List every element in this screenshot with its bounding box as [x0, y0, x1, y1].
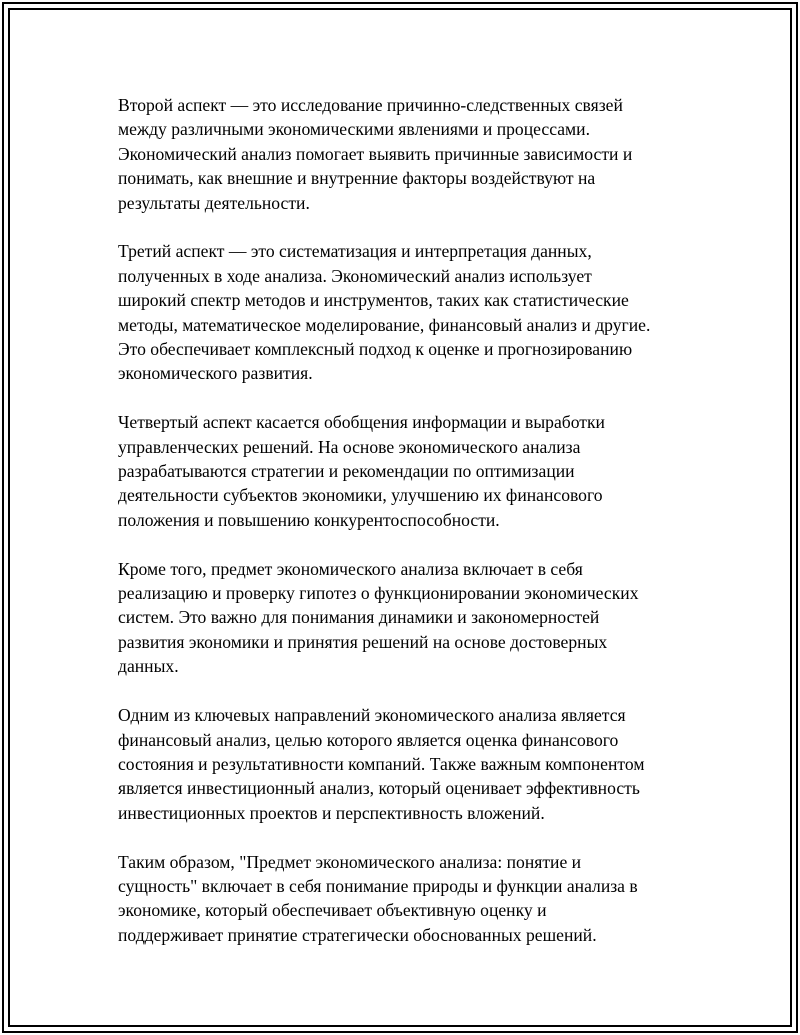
text-line: Четвертый аспект касается обобщения информации и выработки [118, 412, 605, 433]
text-line: деятельности субъектов экономики, улучшению их финансового [118, 485, 603, 506]
paragraph-fourth-aspect [118, 410, 698, 532]
text-line: поддерживает принятие стратегически обоснованных решений. [118, 924, 597, 945]
text-line: Кроме того, предмет экономического анализа включает в себя [118, 558, 583, 579]
text-line: между различными экономическими явлениями и процессами. [118, 119, 590, 140]
text-line: систем. Это важно для понимания динамики и закономерностей [118, 607, 600, 628]
paragraph-hypotheses [118, 557, 698, 679]
text-line: разрабатываются стратегии и рекомендации по оптимизации [118, 461, 575, 482]
paragraph-second-aspect [118, 93, 698, 215]
text-line: реализацию и проверку гипотез о функционировании экономических [118, 583, 639, 604]
text-line: состояния и результативности компаний. Также важным компонентом [118, 753, 645, 774]
text-line: результаты деятельности. [118, 192, 310, 213]
text-line: Таким образом, "Предмет экономического анализа: понятие и [118, 851, 582, 872]
text-line: управленческих решений. На основе экономического анализа [118, 436, 581, 457]
text-line: методы, математическое моделирование, финансовый анализ и другие. [118, 314, 651, 335]
text-line: полученных в ходе анализа. Экономический анализ использует [118, 265, 592, 286]
text-line: положения и повышению конкурентоспособности. [118, 509, 500, 530]
text-line: является инвестиционный анализ, который оценивает эффективность [118, 778, 640, 799]
text-line: развития экономики и принятия решений на основе достоверных [118, 631, 608, 652]
text-line: Экономический анализ помогает выявить причинные зависимости и [118, 143, 633, 164]
paragraph-key-directions [118, 703, 698, 825]
paragraph-third-aspect [118, 239, 698, 385]
text-line: Это обеспечивает комплексный подход к оценке и прогнозированию [118, 339, 633, 360]
text-line: Одним из ключевых направлений экономического анализа является [118, 705, 626, 726]
text-line: Третий аспект — это систематизация и интерпретация данных, [118, 241, 592, 262]
text-line: понимать, как внешние и внутренние факторы воздействуют на [118, 168, 596, 189]
text-line: широкий спектр методов и инструментов, таких как статистические [118, 290, 629, 311]
document-body [118, 93, 698, 972]
text-line: данных. [118, 656, 179, 677]
text-line: экономического развития. [118, 363, 313, 384]
text-line: Второй аспект — это исследование причинно-следственных связей [118, 95, 623, 115]
text-line: экономике, который обеспечивает объективную оценку и [118, 900, 547, 921]
text-line: инвестиционных проектов и перспективность вложений. [118, 802, 545, 823]
text-line: сущность" включает в себя понимание природы и функции анализа в [118, 875, 638, 896]
text-line: финансовый анализ, целью которого является оценка финансового [118, 729, 619, 750]
paragraph-conclusion [118, 850, 698, 948]
